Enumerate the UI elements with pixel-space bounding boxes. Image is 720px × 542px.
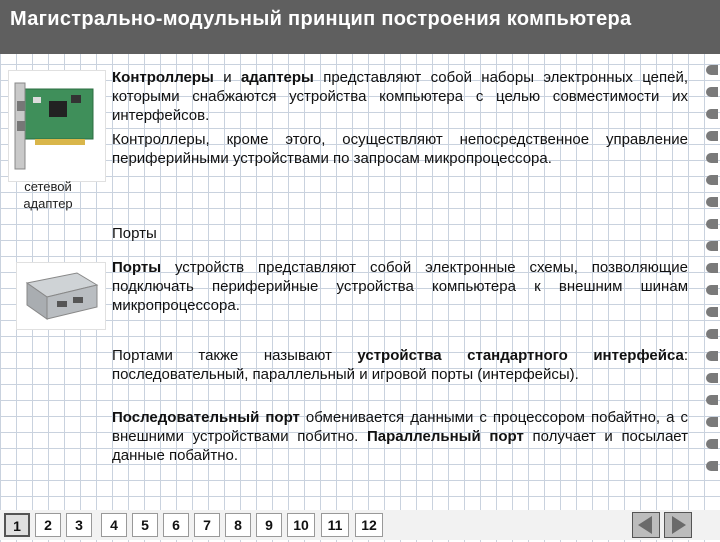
slide-title-bar xyxy=(0,0,720,54)
network-adapter-image xyxy=(8,70,106,182)
controllers-paragraph-2: Контроллеры, кроме этого, осуществляют непосредственное управление периферийными устройствами по запросам микропроцессора. xyxy=(112,131,688,167)
arrow-left-icon xyxy=(633,513,659,537)
next-slide-button[interactable] xyxy=(664,512,692,538)
p5-text: обменивается данными с процессором побайтно, а с внешними устройствами побитно. xyxy=(112,409,688,445)
controllers-paragraph-1 xyxy=(112,68,688,125)
port-device-icon xyxy=(17,263,105,329)
page-button-9[interactable]: 9 xyxy=(256,513,282,537)
term-adapters: адаптеры xyxy=(240,69,314,86)
adapter-caption xyxy=(8,178,88,212)
p3-text: устройств представляют собой электронные схемы, позволяющие подключать периферийные устройства компьютера к внешним шинам микропроцессора. xyxy=(112,259,688,314)
arrow-right-icon xyxy=(665,513,691,537)
term-standard-interface: устройства стандартного интерфейса xyxy=(357,347,684,364)
p1-text: представляют собой наборы электронных цепей, которыми снабжаются устройства компьютера с целью совместимости их интерфейсов. xyxy=(112,69,688,124)
page-button-11[interactable]: 11 xyxy=(321,513,349,537)
ports-paragraph-3 xyxy=(112,408,688,465)
ports-paragraph-1 xyxy=(112,258,688,315)
adapter-caption-line2: адаптер xyxy=(23,196,73,211)
p4-start: Портами также называют xyxy=(112,347,358,364)
ports-paragraph-2 xyxy=(112,346,688,384)
port-device-image xyxy=(16,262,106,330)
page-button-3[interactable]: 3 xyxy=(66,513,92,537)
network-card-icon xyxy=(9,71,105,181)
p1-connector: и xyxy=(213,69,241,86)
page-button-1[interactable]: 1 xyxy=(4,513,30,537)
page-button-2[interactable]: 2 xyxy=(35,513,61,537)
term-parallel-port: Параллельный порт xyxy=(367,428,524,445)
adapter-caption-line1: сетевой xyxy=(24,179,72,194)
page-button-10[interactable]: 10 xyxy=(287,513,315,537)
page-button-12[interactable]: 12 xyxy=(355,513,383,537)
page-button-8[interactable]: 8 xyxy=(225,513,251,537)
p5-end: получает и посылает данные побайтно. xyxy=(112,428,688,464)
term-controllers: Контроллеры xyxy=(112,69,214,86)
page-button-6[interactable]: 6 xyxy=(163,513,189,537)
slide-title: Магистрально-модульный принцип построения компьютера xyxy=(10,8,632,30)
notebook-spiral xyxy=(702,54,720,510)
page-button-4[interactable]: 4 xyxy=(101,513,127,537)
term-serial-port: Последовательный порт xyxy=(112,409,300,426)
previous-slide-button[interactable] xyxy=(632,512,660,538)
p4-text: : последовательный, параллельный и игровой порты (интерфейсы). xyxy=(112,347,688,383)
term-ports: Порты xyxy=(112,259,162,276)
page-button-5[interactable]: 5 xyxy=(132,513,158,537)
ports-heading: Порты xyxy=(112,225,157,242)
page-button-7[interactable]: 7 xyxy=(194,513,220,537)
